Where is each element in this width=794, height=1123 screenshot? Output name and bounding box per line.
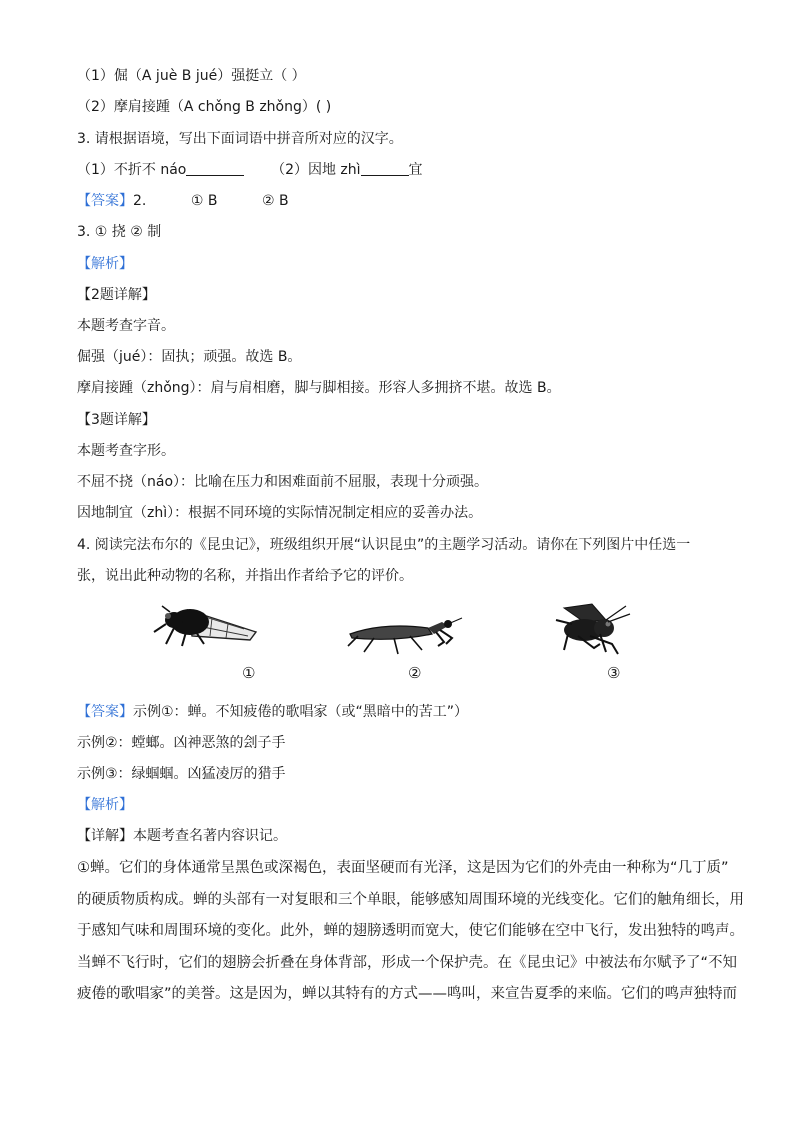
q2-item2: （2）摩肩接踵（A chǒng B zhǒng）( ) <box>77 99 332 115</box>
figure-label-2: ② <box>408 664 422 682</box>
detail-4-head <box>77 826 287 846</box>
q3-blank-2 <box>361 161 409 176</box>
detail-para-line-1: ①蝉。它们的身体通常呈黑色或深褐色，表面坚硬而有光泽，这是因为它们的外壳由一种称为“几丁质” <box>77 860 729 876</box>
figure-label-1: ① <box>242 664 256 682</box>
figure-label-3: ③ <box>607 664 621 682</box>
q4-line-1: 4. 阅读完法布尔的《昆虫记》，班级组织开展“认识昆虫”的主题学习活动。请你在下列图片中任选一 <box>77 537 691 553</box>
analysis-tag: 【解析】 <box>77 256 133 272</box>
answer-line-1 <box>77 191 289 211</box>
detail-2-line-2: 倔强（jué）：固执；顽强。故选 B。 <box>77 349 302 365</box>
answer-4-example-2: 示例②：螳螂。凶神恶煞的刽子手 <box>77 735 286 751</box>
detail-paragraph <box>77 853 744 1011</box>
answer-4-line-1 <box>77 702 468 722</box>
answer-tag: 【答案】 <box>77 193 133 209</box>
detail-para-line-4: 当蝉不飞行时，它们的翅膀会折叠在身体背部，形成一个保护壳。在《昆虫记》中被法布尔赋予了“不知 <box>77 954 738 971</box>
analysis-tag-2: 【解析】 <box>77 797 133 813</box>
grasshopper-icon <box>554 600 632 658</box>
cicada-icon <box>152 596 264 648</box>
detail-para-line-2: 的硬质物质构成。蝉的头部有一对复眼和三个单眼，能够感知周围环境的光线变化。它们的触角细长，用 <box>77 891 744 908</box>
q3-item2-suffix: 宜 <box>408 162 423 178</box>
q3-prompt: 3. 请根据语境，写出下面词语中拼音所对应的汉字。 <box>77 131 403 147</box>
answer-2-text: 2. ① B ② B <box>133 193 289 209</box>
detail-head-text: 本题考查名著内容识记。 <box>133 828 287 844</box>
q3-item2-text: （2）因地 zhì <box>271 162 361 178</box>
detail-3-line-1: 本题考查字形。 <box>77 443 175 459</box>
detail-3-head: 【3题详解】 <box>77 412 156 428</box>
q4-line-2: 张，说出此种动物的名称，并指出作者给予它的评价。 <box>77 568 413 584</box>
q3-blank-1 <box>186 161 244 176</box>
answer-4-tag: 【答案】 <box>77 704 133 720</box>
detail-para-line-5: 疲倦的歌唱家”的美誉。这是因为，蝉以其特有的方式——鸣叫，来宣告夏季的来临。它们的鸣声独特而 <box>77 986 738 1002</box>
detail-2-line-3: 摩肩接踵（zhǒng）：肩与肩相磨，脚与脚相接。形容人多拥挤不堪。故选 B。 <box>77 380 561 396</box>
mantis-icon <box>344 612 464 656</box>
answer-4-example-1: 示例①：蝉。不知疲倦的歌唱家（或“黑暗中的苦工”） <box>133 704 469 720</box>
answer-3-text: 3. ① 挠 ② 制 <box>77 224 162 240</box>
detail-3-line-2: 不屈不挠（náo）：比喻在压力和困难面前不屈服，表现十分顽强。 <box>77 474 489 490</box>
answer-4-example-3: 示例③：绿蝈蝈。凶猛凌厉的猎手 <box>77 766 286 782</box>
q3-item1-text: （1）不折不 náo <box>77 162 187 178</box>
q2-item1: （1）倔（A juè B jué）强挺立（ ） <box>77 68 306 84</box>
detail-2-head: 【2题详解】 <box>77 287 156 303</box>
detail-3-line-3: 因地制宜（zhì）：根据不同环境的实际情况制定相应的妥善办法。 <box>77 505 483 521</box>
detail-tag: 【详解】 <box>77 828 133 844</box>
detail-2-line-1: 本题考查字音。 <box>77 318 175 334</box>
q3-items <box>77 160 423 180</box>
detail-para-line-3: 于感知气味和周围环境的变化。此外，蝉的翅膀透明而宽大，使它们能够在空中飞行，发出独特的鸣声。 <box>77 923 744 939</box>
